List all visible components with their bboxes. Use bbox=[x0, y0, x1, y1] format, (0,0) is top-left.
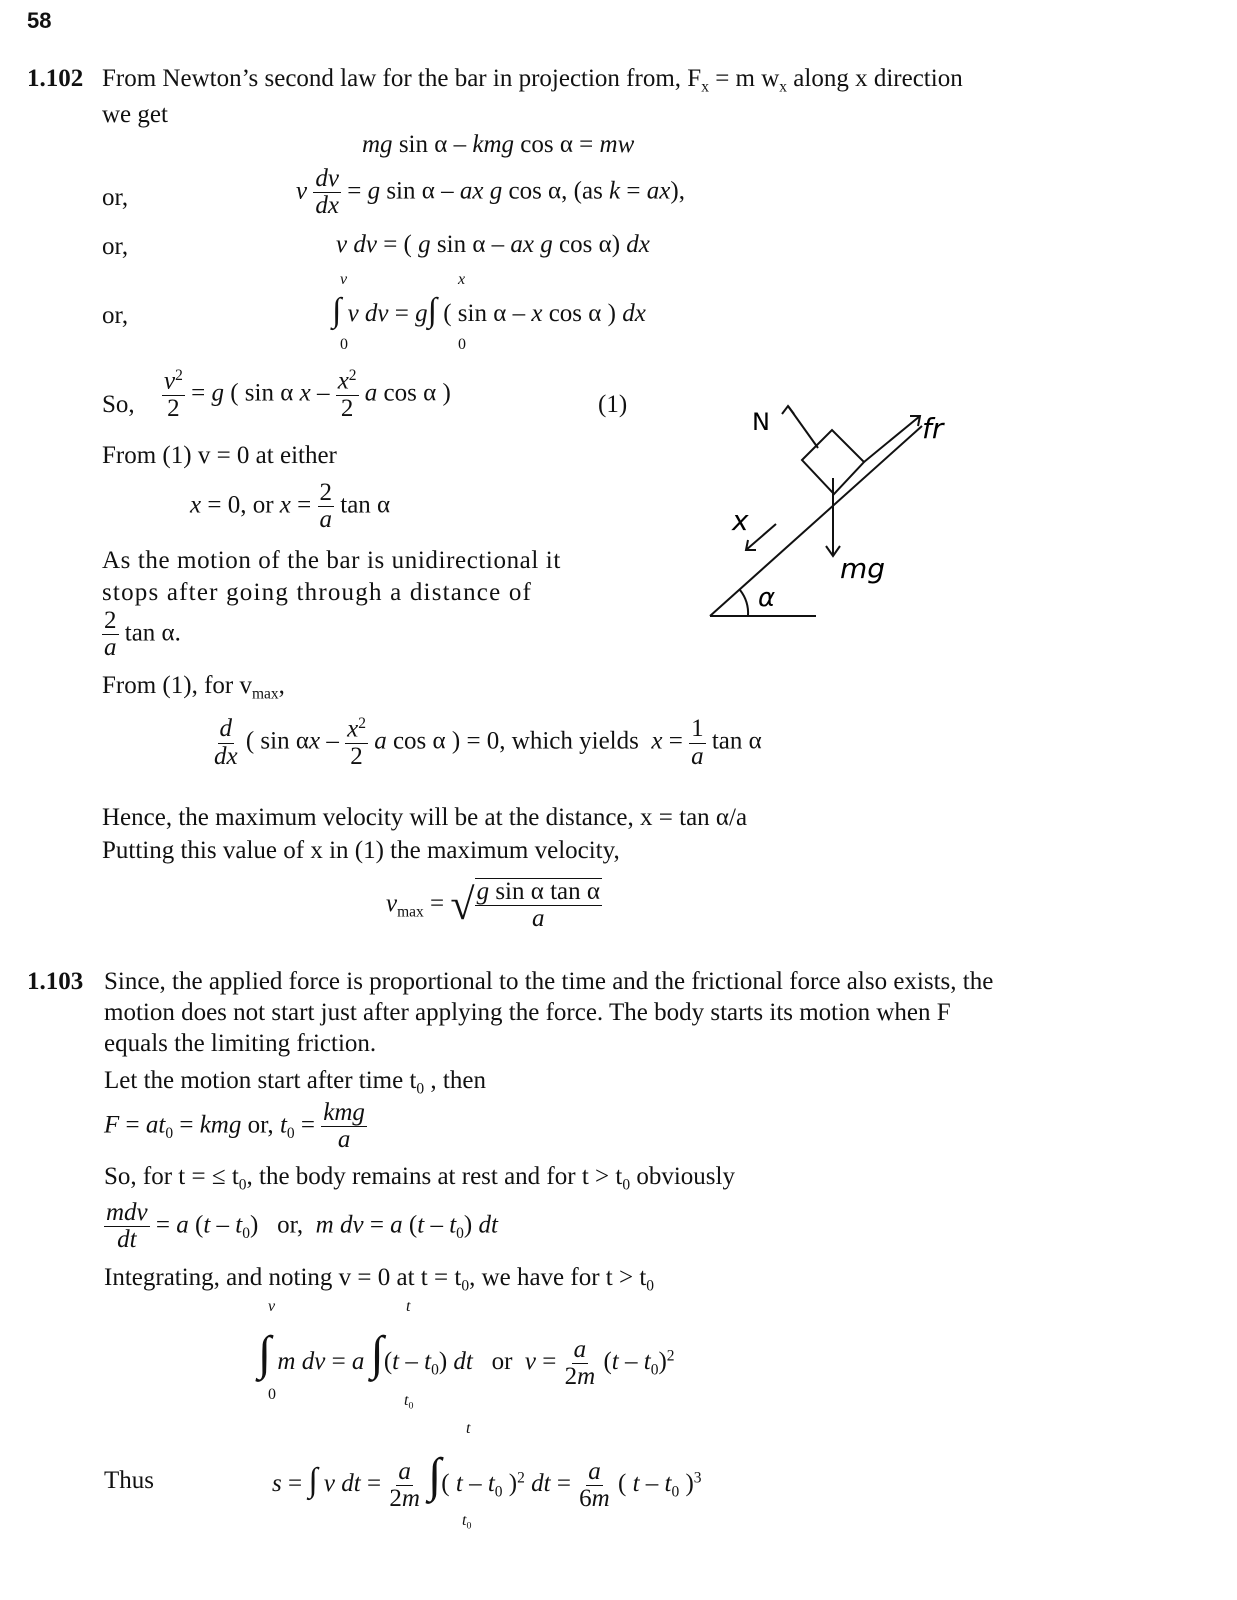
integral-upper-limit: t bbox=[466, 1420, 471, 1437]
hence-line: Hence, the maximum velocity will be at the distance, x = tan α/a bbox=[102, 804, 748, 831]
equation-mdv: $\frac{\text{mdv}}{dt}$ = a $(t - t_0)$ or, m dv = a $(t - t_0)$ dt bbox=[106, 1199, 498, 1254]
label-alpha: α bbox=[758, 583, 776, 613]
from-1-vmax: From (1), for $v_{max}$, bbox=[102, 672, 285, 703]
problem-1-103-line2: motion does not start just after applying the force. The body starts its motion when F bbox=[104, 999, 951, 1026]
or-label: or, bbox=[102, 302, 129, 329]
equation-1: $\frac{v^2}{2}$ = g ( sin α x – $\frac{x^2}{2}$ a cos α ) bbox=[164, 367, 451, 422]
label-x: x bbox=[732, 504, 749, 537]
integral-lower-limit: 0 bbox=[268, 1386, 276, 1403]
integral-upper-limit: t bbox=[406, 1298, 411, 1315]
stops-line2: stops after going through a distance of bbox=[102, 579, 533, 606]
integral-lower-limit: 0 bbox=[340, 336, 348, 353]
problem-1-102-line1: From Newton’s second law for the bar in projection from, $F_x = m$ $w_x$ along x direction bbox=[102, 65, 963, 96]
stops-line1: As the motion of the bar is unidirectional it bbox=[102, 547, 561, 574]
equation-displacement: s = ∫ v dt = $\frac{a}{2m}$ ∫( t – $t_0$ )$^2$ dt = $\frac{a}{6m}$ ( t – $t_0$ )$^3$ bbox=[272, 1449, 702, 1512]
or-label: or, bbox=[102, 184, 129, 211]
integral-upper-limit: v bbox=[268, 1298, 276, 1315]
problem-number-1-102: 1.102 bbox=[27, 65, 84, 92]
from-1-text: From (1) v = 0 at either bbox=[102, 442, 337, 469]
equation-vdvdx: v $\frac{dv}{dx}$ = g sin α – ax g cos α, (as k = ax), bbox=[296, 165, 685, 220]
equation-velocity: ∫ m dv = a $\int(t - t_0)$ dt or v = $\frac{a}{2m}$ $(t - t_0)^2$ bbox=[258, 1327, 675, 1390]
integral-lower-limit: 0 bbox=[458, 336, 466, 353]
or-label: or, bbox=[102, 233, 129, 260]
problem-1-103-line1: Since, the applied force is proportional to the time and the frictional force also exists, the bbox=[104, 968, 994, 995]
equation-vdv: v dv = ( g sin α – ax g cos α) dx bbox=[336, 231, 650, 258]
page-number: 58 bbox=[27, 8, 52, 33]
equation-1-number: (1) bbox=[598, 391, 628, 418]
so-label: So, bbox=[102, 391, 135, 418]
thus-label: Thus bbox=[104, 1467, 154, 1494]
label-mg: mg bbox=[840, 552, 886, 585]
label-fr: fr bbox=[922, 412, 944, 445]
problem-1-103-line3: equals the limiting friction. bbox=[104, 1030, 377, 1057]
equation-derivative: $\frac{d}{dx}$ ( sin αx – $\frac{x^2}{2}$ a cos α ) = 0, which yields x = $\frac{1}{a}$ tan α bbox=[214, 715, 762, 770]
equation-vmax: $v_{max}$ = √ $\frac{\text{g sin α tan α}}{a}$ bbox=[386, 878, 600, 933]
integrating-line: Integrating, and noting v = 0 at $t = t_0$, we have for $t > t_0$ bbox=[104, 1264, 655, 1295]
normal-arrowhead bbox=[782, 406, 794, 414]
friction-arrow bbox=[864, 416, 920, 462]
angle-arc bbox=[740, 590, 748, 616]
integral-lower-limit: $t_0$ bbox=[462, 1512, 472, 1532]
putting-line: Putting this value of x in (1) the maximum velocity, bbox=[102, 837, 620, 864]
so-for-line: So, for t = ≤ $t_0$, the body remains at rest and for $t > t_0$ obviously bbox=[104, 1163, 735, 1194]
label-N: N bbox=[752, 408, 770, 436]
incline-figure bbox=[690, 390, 980, 630]
integral-upper-limit: v bbox=[340, 271, 348, 288]
problem-1-102-line2: we get bbox=[102, 101, 168, 128]
equation-integral: ∫ v dv = g∫ ( sin α – x cos α ) dx bbox=[332, 292, 646, 329]
equation-x-values: x = 0, or x = $\frac{2}{a}$ tan α bbox=[190, 479, 391, 534]
problem-number-1-103: 1.103 bbox=[27, 968, 84, 995]
integral-upper-limit: x bbox=[458, 271, 466, 288]
problem-1-103-line4: Let the motion start after time $t_0$ , then bbox=[104, 1067, 486, 1098]
equation-newton: mg sin α – kmg cos α = mw bbox=[362, 131, 635, 158]
integral-lower-limit: $t_0$ bbox=[404, 1392, 414, 1412]
distance-value: $\frac{2}{a}$ tan α. bbox=[104, 607, 181, 662]
equation-t0: $F = at_0$ = kmg or, $t_0$ = $\frac{\text{kmg}}{a}$ bbox=[104, 1099, 365, 1154]
x-direction-arrow bbox=[746, 524, 776, 550]
